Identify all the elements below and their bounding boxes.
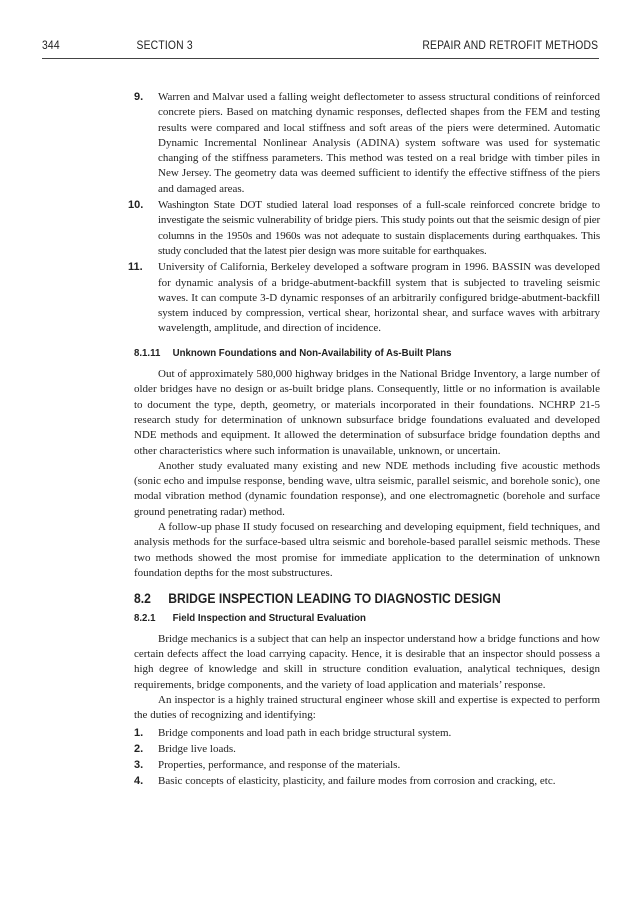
paragraph: Another study evaluated many existing and new NDE methods including five acoustic methods (sonic echo and impulse response, bending wave, ultra seismic, parallel seismic, and borehole sonic), one modal vibration method (dynamic foundation response), and one electromagnetic (borehole and surface ground penetrating radar) method. xyxy=(134,459,600,518)
item-text: Warren and Malvar used a falling weight deflectometer to assess structural conditions of reinforced concrete piers. Based on matching dynamic responses, deflected shapes from the FEM and testing results were compared and local stiffness and soft areas of the piers were determined. Automatic Dynamic Incremental Nonlinear Analysis (ADINA) system software was used for systematic changing of the stiffness parameters. This method was tested on a real bridge with timber piles in New Jersey. The geometry data was deemed sufficient to identify the effective stiffness of the piers and damaged areas. xyxy=(158,91,600,195)
running-header xyxy=(42,40,598,58)
item-text: Bridge live loads. xyxy=(158,742,236,755)
list-item xyxy=(128,198,600,259)
list-item xyxy=(134,726,600,741)
page-number: 344 xyxy=(42,40,60,52)
list-item xyxy=(134,742,600,757)
item-number: 2. xyxy=(134,742,144,755)
list-item xyxy=(128,260,600,336)
paragraph: A follow-up phase II study focused on researching and developing equipment, field techniques, and analysis methods for the surface-based ultra seismic and borehole-based parallel seismic methods. These two methods showed the most promise for immediate application to the determination of unknown foundation depths for the most substructures. xyxy=(134,521,600,579)
item-number: 9. xyxy=(134,91,144,103)
paragraph: An inspector is a highly trained structural engineer whose skill and expertise is expected to perform the duties of recognizing and identifying: xyxy=(134,693,600,722)
list-item xyxy=(134,774,600,789)
studies-list xyxy=(128,90,600,337)
item-text: Washington State DOT studied lateral load responses of a full-scale reinforced concrete bridge to investigate the seismic vulnerability of bridge piers. This study points out that the seismic design of pier columns in the 1950s and 1960s was not adequate to sustain displacements during earthquakes. This study concluded that the latest pier design was more suitable for earthquakes. xyxy=(158,199,600,257)
section-title: BRIDGE INSPECTION LEADING TO DIAGNOSTIC DESIGN xyxy=(168,591,501,607)
chapter-title: REPAIR AND RETROFIT METHODS xyxy=(422,40,599,52)
paragraph: Out of approximately 580,000 highway bridges in the National Bridge Inventory, a large number of older bridges have no design or as-built bridge plans. Consequently, little or no information is available to document the type, depth, geometry, or materials incorporated in their foundations. NCHRP 21-5 research study for determination of unknown subsurface bridge foundations evaluated and developed NDE methods and equipment. It allowed the determination of subsurface bridge foundation depths and other characteristics where such information is unavailable, unknown, or uncertain. xyxy=(134,368,600,457)
subsection-number: 8.1.11 xyxy=(134,346,161,359)
list-item xyxy=(134,90,600,197)
subsection-heading xyxy=(134,346,563,361)
list-item xyxy=(134,758,600,773)
item-text: Properties, performance, and response of the materials. xyxy=(158,759,401,772)
header-rule xyxy=(42,58,599,59)
section-heading xyxy=(134,591,553,606)
item-number: 10. xyxy=(128,199,144,212)
page-body xyxy=(128,90,600,791)
item-text: University of California, Berkeley developed a software program in 1996. BASSIN was developed for dynamic analysis of a bridge-abutment-backfill system that is subjected to traveling seismic waves. It can compute 3-D dynamic responses of an arbitrarily configured bridge-abutment-backfill system induced by compression, vertical shear, horizontal shear, and surface waves with arbitrary wavelength, amplitude, and direction of incidence. xyxy=(158,261,600,335)
item-number: 4. xyxy=(134,775,144,788)
item-text: Basic concepts of elasticity, plasticity, and failure modes from corrosion and cracking, etc. xyxy=(158,775,556,788)
section-label: SECTION 3 xyxy=(136,40,193,52)
item-number: 1. xyxy=(134,726,144,739)
duties-list xyxy=(134,726,600,790)
subsection-heading xyxy=(134,611,563,626)
item-text: Bridge components and load path in each bridge structural system. xyxy=(158,726,452,739)
item-number: 11. xyxy=(128,261,143,274)
paragraph: Bridge mechanics is a subject that can help an inspector understand how a bridge functions and how certain defects affect the load carrying capacity. Hence, it is desirable that an inspector should possess a high degree of knowledge and skill in structure condition evaluation, analytical techniques, design requirements, bridge components, and the variety of load application and materials’ response. xyxy=(134,632,600,691)
subsection-title: Unknown Foundations and Non-Availability of As-Built Plans xyxy=(172,346,452,359)
subsection-number: 8.2.1 xyxy=(134,611,156,624)
section-number: 8.2 xyxy=(134,591,151,607)
subsection-title: Field Inspection and Structural Evaluation xyxy=(172,611,366,624)
item-number: 3. xyxy=(134,759,144,772)
